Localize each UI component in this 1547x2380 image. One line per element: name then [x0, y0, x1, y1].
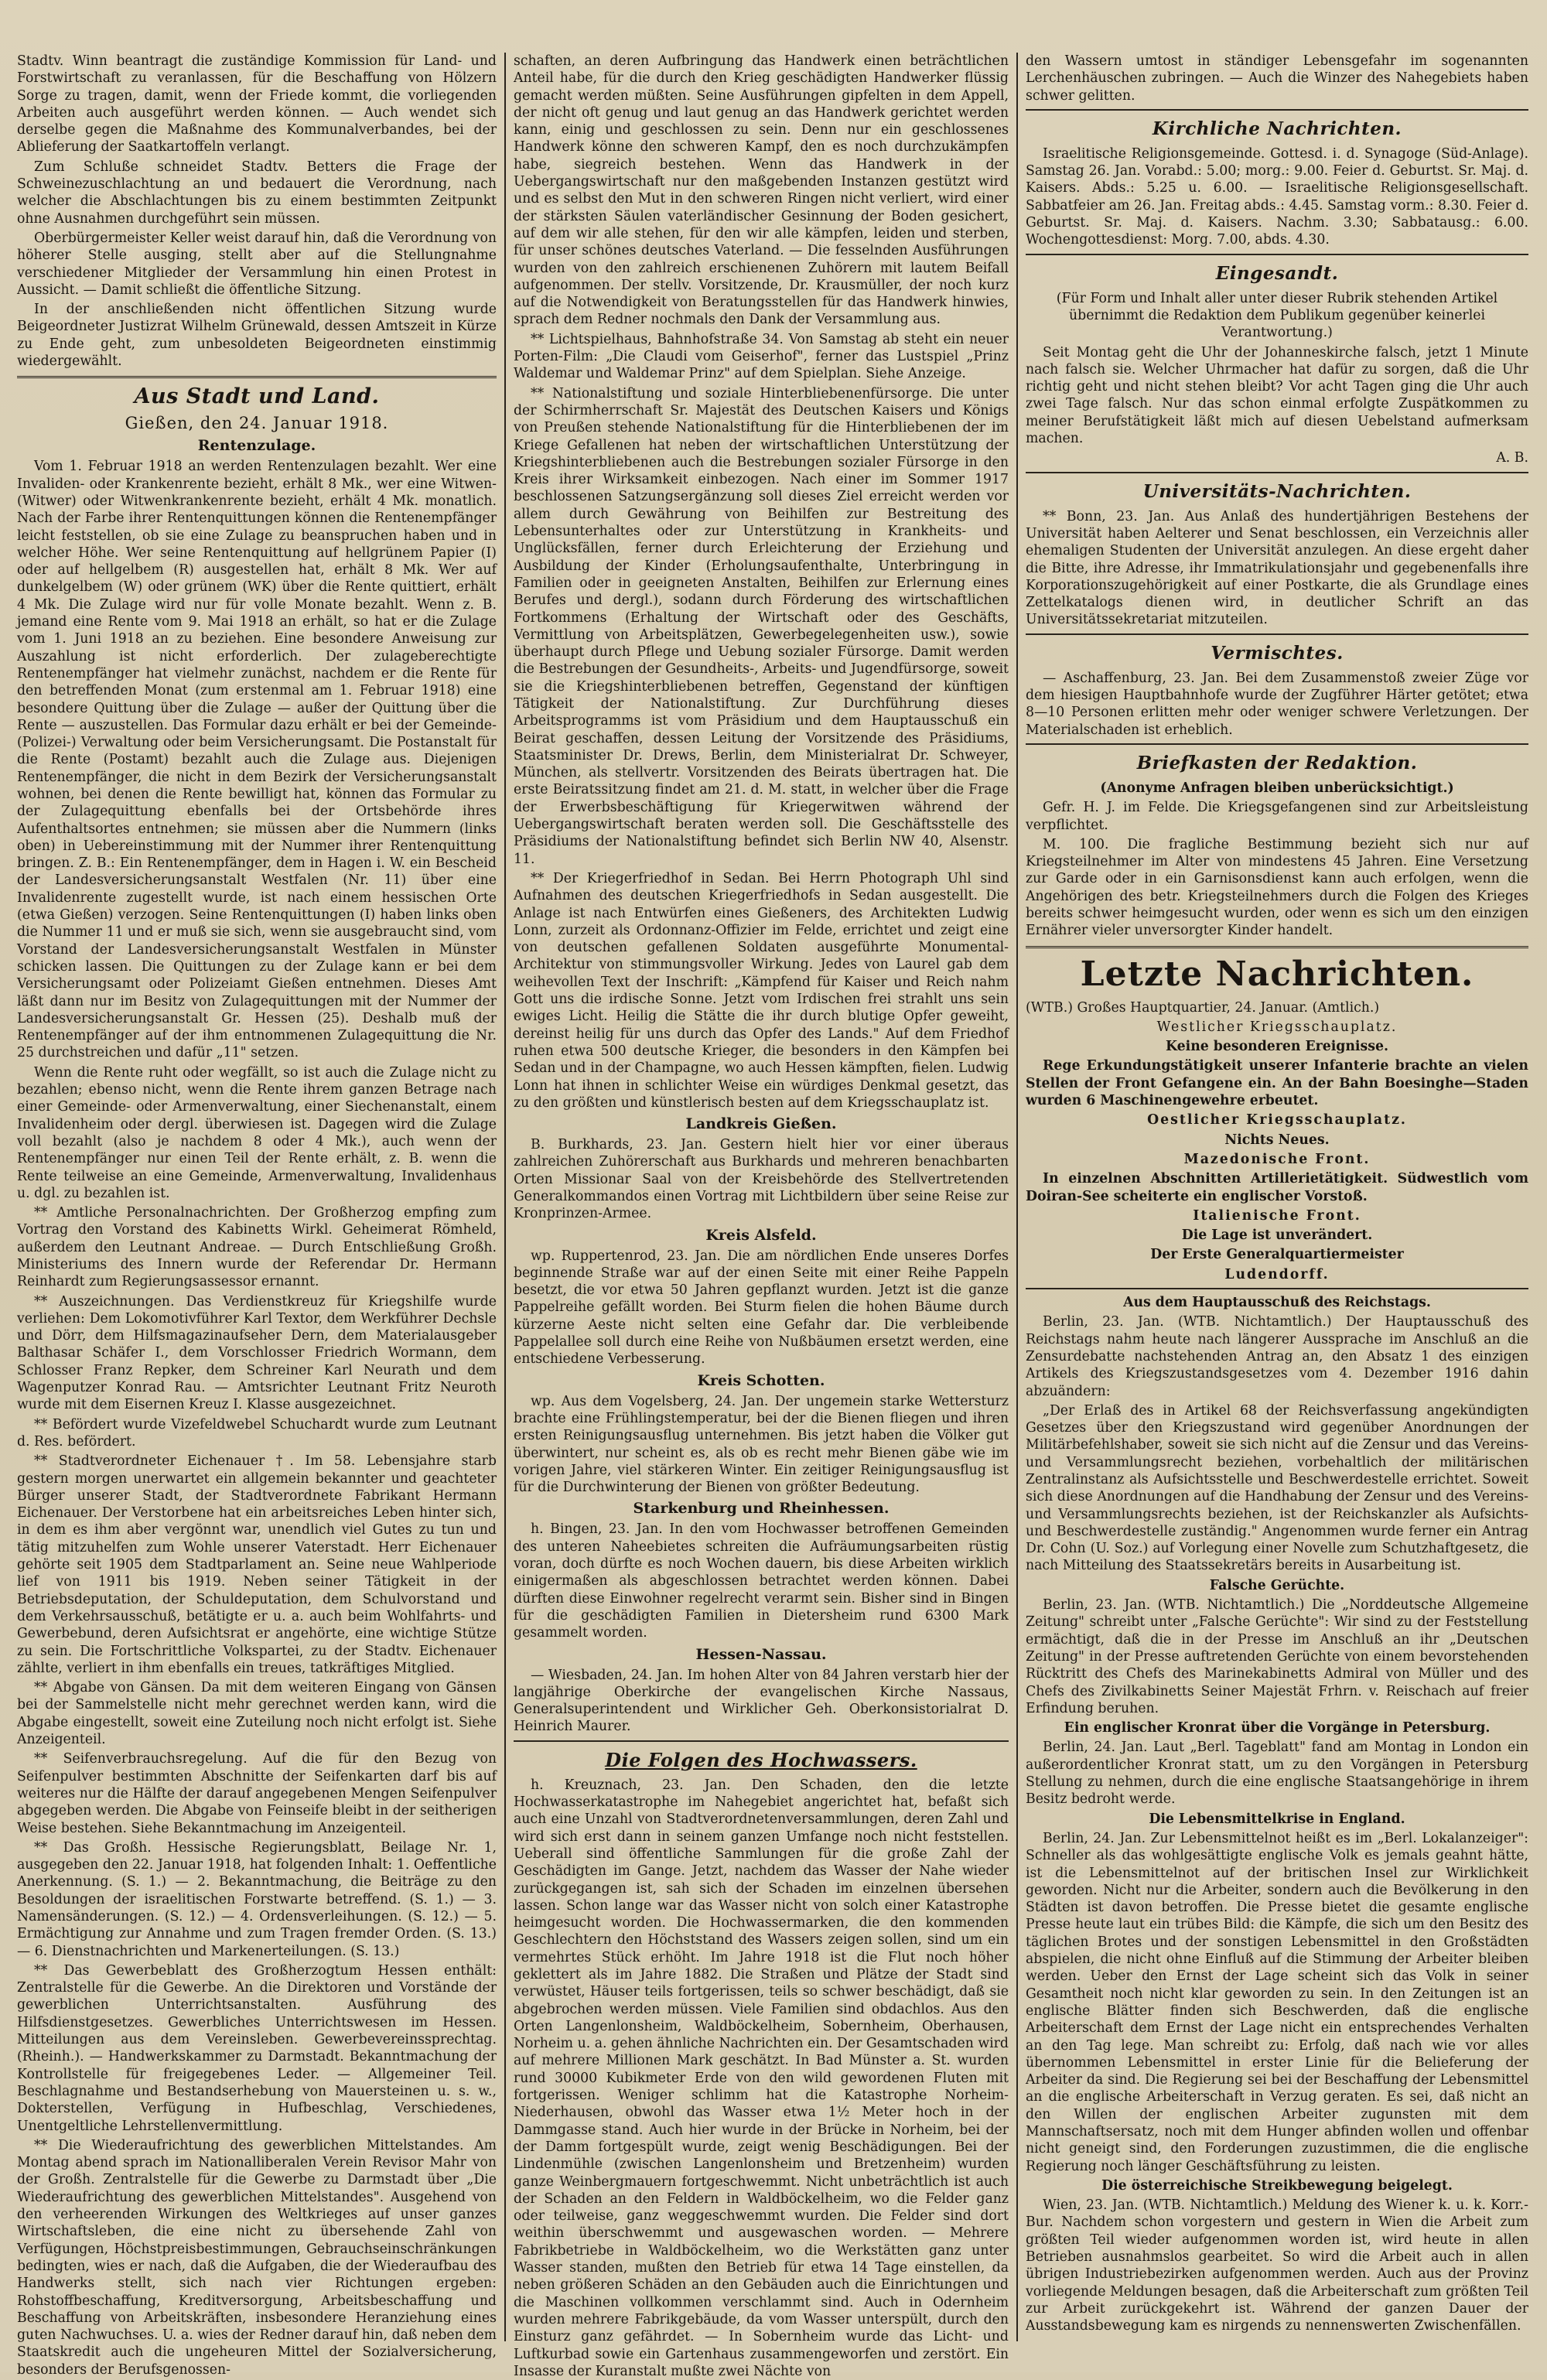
- paragraph: Israelitische Religionsgemeinde. Gottesd. i. d. Synagoge (Süd-Anlage). Samstag 26. Jan. Vorabd.: 5.00; morg.: 9.00. Feier d. Geburtst. Sr. Maj. d. Kaisers. Abds.: 5.25 u. 6.00. — Israelitische Religionsgesellschaft. Sabbatfeier am 26. Jan. Freitag abds.: 4.45. Samstag vorm.: 8.30. Feier d. Geburtst. Sr. Maj. d. Kaisers. Nachm. 3.30; Sabbatausg.: 6.00. Wochengottesdienst: Morg. 7.00, abds. 4.30.: [1026, 145, 1528, 248]
- region-heading: Hessen-Nassau.: [695, 1645, 827, 1663]
- section-title: Briefkasten der Redaktion.: [1136, 752, 1418, 773]
- news-heading: Oestlicher Kriegsschauplatz.: [1147, 1112, 1407, 1129]
- paragraph: ** Amtliche Personalnachrichten. Der Großherzog empfing zum Vortrag den Vorstand des Kabinetts Wirkl. Geheimerat Römheld, außerdem den Leutnant Andreae. — Durch Entschließung Großh. Ministeriums des Innern wurde der Referendar Dr. Hermann Reinhardt zum Regierungsassessor ernannt.: [17, 1205, 497, 1290]
- column-rule-2: [1016, 53, 1018, 2341]
- divider: [1026, 109, 1528, 111]
- dateline: Gießen, den 24. Januar 1918.: [125, 414, 389, 433]
- paragraph: Oberbürgermeister Keller weist darauf hin, daß die Verordnung von höherer Stelle ausging, stellt aber auf die Stellungnahme verschiedener Mitglieder der Versammlung hin einen Protest in Aussicht. — Damit schließt die öffentliche Sitzung.: [17, 230, 497, 298]
- paragraph: Seit Montag geht die Uhr der Johanneskirche falsch, jetzt 1 Minute nach falsch sie. Welcher Uhrmacher hat dafür zu sorgen, daß die Uhr richtig geht und nicht stehen bleibt? Vor acht Tagen ging die Uhr auch zwei Tage falsch. Nur das schon einmal erfolgte Zuspätkommen zu meiner Berufstätigkeit läßt mich auf diesen Uebelstand aufmerksam machen.: [1026, 344, 1528, 447]
- news-heading: Nichts Neues.: [1224, 1132, 1330, 1148]
- signature: Ludendorff.: [1224, 1266, 1330, 1282]
- divider: [1026, 743, 1528, 745]
- paragraph: Berlin, 24. Jan. Laut „Berl. Tageblatt" fand am Montag in London ein außerordentlicher Kronrat statt, um zu den Vorgängen in Petersburg Stellung zu nehmen, durch die eine englische Staatsangehörige in ihrem Besitz bedroht werde.: [1026, 1740, 1528, 1808]
- paragraph: — Wiesbaden, 24. Jan. Im hohen Alter von 84 Jahren verstarb hier der langjährige Oberkirche der evangelischen Kirche Nassaus, Generalsuperintendent und Wirklicher Geh. Oberkonsistorialrat D. Heinrich Maurer.: [514, 1667, 1009, 1735]
- column-2: [514, 53, 1009, 2379]
- signature: Der Erste Generalquartiermeister: [1150, 1247, 1404, 1263]
- paragraph: ** Das Großh. Hessische Regierungsblatt, Beilage Nr. 1, ausgegeben den 22. Januar 1918, hat folgenden Inhalt: 1. Oeffentliche Anerkennung. (S. 1.) — 2. Bekanntmachung, die Beiträge zu den Besoldungen der israelitischen Forstwarte betreffend. (S. 1.) — 3. Namensänderungen. (S. 12.) — 4. Ordensverleihungen. (S. 12.) — 5. Ermächtigung zur Annahme und zum Tragen fremder Orden. (S. 13.) — 6. Dienstnachrichten und Markenerteilungen. (S. 13.): [17, 1839, 497, 1959]
- article-heading: Rentenzulage.: [197, 437, 316, 455]
- paragraph: Rege Erkundungstätigkeit unserer Infanterie brachte an vielen Stellen der Front Gefangene ein. An der Bahn Boesinghe—Staden wurden 6 Maschinengewehre erbeutet.: [1026, 1058, 1528, 1109]
- divider: [17, 376, 497, 378]
- signature: A. B.: [1496, 450, 1528, 466]
- paragraph: Berlin, 24. Jan. Zur Lebensmittelnot heißt es im „Berl. Lokalanzeiger": Schneller als das wohlgesättigte englische Volk es jemals geahnt hätte, ist die Lebensmittelnot auf der britischen Insel zur Wirklichkeit geworden. Nicht nur die Arbeiter, sondern auch die Bevölkerung in den Städten ist davon betroffen. Die Presse bietet die gesamte englische Presse heute laut ein trübes Bild: die Kämpfe, die sich um den Besitz des täglichen Brotes und der sonstigen Lebensmittel in den Großstädten abspielen, die nicht ohne Einfluß auf die Stimmung der Arbeiter bleiben werden. Ueber den Ernst der Lage scheint sich das Volk in seiner Gesamtheit noch nicht klar geworden zu sein. In den Zeitungen ist an englische Blätter finden sich Beschwerden, daß die englische Arbeiterschaft dem Ernst der Lage nicht ein entsprechendes Verhalten an den Tag lege. Man schreibt zu: Erfolg, daß nach wie vor alles übernommen Lebensmittel in erster Linie für die Belieferung der Arbeiter da sind. Die Regierung sei bei der Beschaffung der Lebensmittel an die englische Arbeiterschaft in Verzug geraten. Es sei, daß nicht an den Willen der englischen Arbeiter zugunsten mit dem Mannschaftsersatz, noch mit dem Hunger abfinden wollen und offenbar nicht geneigt sind, den Forderungen zuzustimmen, die die englische Regierung noch länger Geschäftsführung zu leisten.: [1026, 1830, 1528, 2174]
- news-heading: Die österreichische Streikbewegung beigelegt.: [1101, 2177, 1453, 2194]
- paragraph: ** Befördert wurde Vizefeldwebel Schuchardt wurde zum Leutnant d. Res. befördert.: [17, 1416, 497, 1450]
- paragraph: Berlin, 23. Jan. (WTB. Nichtamtlich.) Der Hauptausschuß des Reichstags nahm heute nach längerer Aussprache im Anschluß an die Zensurdebatte nachstehenden Antrag an, den Absatz 1 des einzigen Artikels des Kriegszustandsgesetzes vom 4. Dezember 1916 dahin abzuändern:: [1026, 1314, 1528, 1399]
- section-title: Eingesandt.: [1215, 262, 1339, 284]
- paragraph: Vom 1. Februar 1918 an werden Rentenzulagen bezahlt. Wer eine Invaliden- oder Krankenrente bezieht, erhält 8 Mk., wer eine Witwen- (Witwer) oder Witwenkrankenrente bezieht, erhält 4 Mk. monatlich. Nach der Farbe ihrer Rentenquittungen können die Rentenempfänger leicht feststellen, ob sie eine Zulage zu beanspruchen haben und in welcher Höhe. Wer seine Rentenquittung auf hellgrünem Papier (I) oder auf hellgelbem (R) ausgestellen hat, erhält 8 Mk. Wer auf dunkelgelbem (W) oder grünem (WK) über die Rente quittiert, erhält 4 Mk. Die Zulage wird nur für volle Monate bezahlt. Wenn z. B. jemand eine Rente vom 9. Mai 1918 an erhält, so hat er die Zulage vom 1. Juni 1918 an zu beziehen. Eine besondere Anweisung zur Auszahlung ist nicht erforderlich. Der zulageberechtigte Rentenempfänger hat vielmehr zunächst, nachdem er die Rente für den betreffenden Monat (zum erstenmal am 1. Februar 1918) eine besondere Quittung über die Zulage — außer der Quittung über die Rente — auszustellen. Das Formular dazu erhält er bei der Gemeinde- (Polizei-) Verwaltung oder beim Versicherungsamt. Die Postanstalt für die Rente (Postamt) bezahlt auch die Zulage aus. Diejenigen Rentenempfänger, die nicht in dem Bezirk der Versicherungsanstalt wohnen, bei denen die Rente bewilligt hat, können das Formular zu der Zulagequittung ebenfalls bei der Ortsbehörde ihres Aufenthaltsortes entnehmen; sie müssen aber die Nummern (links oben) in Uebereinstimmung mit der Nummer ihrer Rentenquittung bringen. Z. B.: Ein Rentenempfänger, dem in Hagen i. W. ein Bescheid der Landesversicherungsanstalt Westfalen (Nr. 11) über eine Invalidenrente zugestellt wurde, ist nach einem hessischen Orte (etwa Gießen) verzogen. Seine Rentenquittungen (I) haben links oben die Nummer 11 und er muß sie sich, wenn sie ausgebraucht sind, vom Vorstand der Landesversicherungsanstalt Westfalen in Münster schicken lassen. Die Quittungen zu der Zulage kann er bei dem Versicherungsamt oder Polizeiamt Gießen entnehmen. Dieses Amt läßt dann nur im Besitz von Zulagequittungen mit der Nummer der Landesversicherungsanstalt Gr. Hessen (25). Deshalb muß der Rentenempfänger auf der ihm entnommenen Zulagequittung die Nr. 25 durchstreichen und dafür „11" setzen.: [17, 459, 497, 1061]
- news-heading: Mazedonische Front.: [1183, 1151, 1371, 1167]
- paragraph: ** Die Wiederaufrichtung des gewerblichen Mittelstandes. Am Montag abend sprach im Nationalliberalen Verein Revisor Mahr von der Großh. Zentralstelle für die Gewerbe zu Darmstadt über „Die Wiederaufrichtung des gewerblichen Mittelstandes". Ausgehend von den verheerenden Wirkungen des Weltkrieges auf unser ganzes Wirtschaftsleben, die eine nicht zu übersehende Zahl von Verfügungen, Höchstpreisbestimmungen, Gebrauchseinschränkungen bedingten, wies er nach, daß die Aufgaben, die der Wiederaufbau des Handwerks stellt, sich nach vier Richtungen ergeben: Rohstoffbeschaffung, Kreditversorgung, Arbeitsbeschaffung und Beschaffung von Arbeitskräften, insbesondere Heranziehung eines guten Nachwuchses. U. a. wies der Redner darauf hin, daß neben dem Staatskredit auch die ungeheuren Mittel der Sozialversicherung, besonders der Berufsgenossen-: [17, 2137, 497, 2378]
- paragraph: schaften, an deren Aufbringung das Handwerk einen beträchtlichen Anteil habe, für die durch den Krieg geschädigten Handwerker flüssig gemacht werden müßten. Seine Ausführungen gipfelten in dem Appell, der nicht oft genug und laut genug an das Handwerk gerichtet werden kann, einig und geschlossen zu sein. Denn nur ein geschlossenes Handwerk könne den schweren Kampf, den es noch durchzukämpfen habe, siegreich bestehen. Wenn das Handwerk in der Uebergangswirtschaft nur den maßgebenden Instanzen gestützt wird und es selbst den Mut in den schweren Ringen nicht verliert, wird einer der stärksten Säulen vaterländischer Gesinnung der Boden gesichert, auf dem wir alle stehen, für den wir alle kämpfen, leiden und sterben, für unser schönes deutsches Vaterland. — Die fesselnden Ausführungen wurden von den zahlreich erschienenen Zuhörern mit lautem Beifall aufgenommen. Der stellv. Vorsitzende, Dr. Krausmüller, der noch kurz auf die Notwendigkeit von Beratungsstellen für das Handwerk hinwies, sprach dem Redner nochmals den Dank der Versammlung aus.: [514, 53, 1009, 328]
- paragraph: ** Der Kriegerfriedhof in Sedan. Bei Herrn Photograph Uhl sind Aufnahmen des deutschen Kriegerfriedhofs in Sedan ausgestellt. Die Anlage ist nach Entwürfen eines Gießeners, des Architekten Ludwig Lonn, zurzeit als Ordonnanz-Offizier im Felde, errichtet und zeigt eine von deutschen gefallenen Soldaten ausgeführte Monumental-Architektur von stimmungsvoller Wirkung. Jedes von Laurel gab dem weihevollen Text der Inschrift: „Kämpfend für Kaiser und Reich nahm Gott uns die irdische Sonne. Jetzt vom Irdischen frei strahlt uns sein ewiges Licht. Heilig die Stätte die ihr durch blutige Opfer geweiht, dereinst heilig für uns durch das Opfer des Lands." Auf dem Friedhof ruhen etwa 500 deutsche Krieger, die besonders in den Kämpfen bei Sedan und in der Champagne, wo auch Hessen kämpften, fielen. Ludwig Lonn hat ihnen in schlichter Weise ein würdiges Denkmal gesetzt, das zu den größten und künstlerisch besten auf dem Kriegsschauplatz ist.: [514, 870, 1009, 1111]
- news-heading: Aus dem Hauptausschuß des Reichstags.: [1123, 1295, 1431, 1311]
- paragraph: In einzelnen Abschnitten Artillerietätigkeit. Südwestlich vom Doiran-See scheiterte ein englischer Vorstoß.: [1026, 1171, 1528, 1204]
- divider: [1026, 946, 1528, 948]
- section-title: Kirchliche Nachrichten.: [1152, 118, 1402, 139]
- paragraph: M. 100. Die fragliche Bestimmung bezieht sich nur auf Kriegsteilnehmer im Alter von mindestens 45 Jahren. Eine Versetzung zur Garde oder in ein Garnisonsdienst kann auch erfolgen, wenn die Angehörigen des betr. Kriegsteilnehmers durch die Folgen des Krieges bereits schwer heimgesucht wurden, oder wenn es sich um den einzigen Ernährer vieler unversorgter Kinder handelt.: [1026, 836, 1528, 939]
- paragraph: Stadtv. Winn beantragt die zuständige Kommission für Land- und Forstwirtschaft zu veranlassen, für die Beschaffung von Hölzern Sorge zu tragen, damit, wenn der Friede kommt, die vorliegenden Arbeiten auch ausgeführt werden können. — Auch wendet sich derselbe gegen die Maßnahme des Kommunalverbandes, bei der Ablieferung der Saatkartoffeln verlangt.: [17, 53, 497, 155]
- paragraph: ** Stadtverordneter Eichenauer †. Im 58. Lebensjahre starb gestern morgen unerwartet ein allgemein bekannter und geachteter Bürger unserer Stadt, der Stadtverordnete Fabrikant Hermann Eichenauer. Der Verstorbene hat ein arbeitsreiches Leben hinter sich, in dem es ihm aber vergönnt war, unendlich viel Gutes zu tun und tätig mitzuhelfen zum Wohle unserer Vaterstadt. Herr Eichenauer gehörte seit 1905 dem Stadtparlament an. Seine neue Wahlperiode lief von 1911 bis 1919. Neben seiner Tätigkeit in der Betriebsdeputation, der Schuldeputation, dem Schulvorstand und dem Verkehrsausschuß, betätigte er u. a. auch beim Wohlfahrts- und Gewerbebund, deren Aufsichtsrat er angehörte, eine wichtige Stütze zu sein. Die Fortschrittliche Volkspartei, zu der Stadtv. Eichenauer zählte, verliert in ihm ebenfalls ein treues, tatkräftiges Mitglied.: [17, 1453, 497, 1676]
- disclaimer: (Für Form und Inhalt aller unter dieser Rubrik stehenden Artikel übernimmt die Redaktion dem Publikum gegenüber keinerlei Verantwortung.): [1056, 290, 1498, 341]
- paragraph: Wenn die Rente ruht oder wegfällt, so ist auch die Zulage nicht zu bezahlen; ebenso nicht, wenn die Rente ihrem ganzen Betrage nach einer Gemeinde- oder Armenverwaltung, einer Siechenanstalt, einem Invalidenheim oder dergl. überwiesen ist. Dagegen wird die Zulage voll bezahlt (also je nachdem 8 oder 4 Mk.), auch wenn der Rentenempfänger nur einen Teil der Rente erhält, z. B. wenn die Rente teilweise an eine Gemeinde, Armenverwaltung, Invalidenhaus u. dgl. zu bezahlen ist.: [17, 1064, 497, 1201]
- paragraph: ** Lichtspielhaus, Bahnhofstraße 34. Von Samstag ab steht ein neuer Porten-Film: „Die Claudi vom Geiserhof", ferner das Lustspiel „Prinz Waldemar und Waldemar Prinz" auf dem Spielplan. Siehe Anzeige.: [514, 331, 1009, 382]
- divider: [514, 1740, 1009, 1742]
- section-subtitle: (Anonyme Anfragen bleiben unberücksichtigt.): [1100, 780, 1454, 796]
- paragraph: ** Bonn, 23. Jan. Aus Anlaß des hundertjährigen Bestehens der Universität haben Aelterer und Senat beschlossen, ein Verzeichnis aller ehemaligen Studenten der Universität anzulegen. An diese ergeht daher die Bitte, ihre Adresse, ihr Immatrikulationsjahr und gegebenenfalls ihre Korporationszugehörigkeit auf einer Postkarte, die als Grundlage eines Zettelkatalogs dienen wird, in deutlicher Schrift an das Universitätssekretariat mitzuteilen.: [1026, 508, 1528, 628]
- divider: [1026, 254, 1528, 255]
- paragraph: — Aschaffenburg, 23. Jan. Bei dem Zusammenstoß zweier Züge vor dem hiesigen Hauptbahnhofe wurde der Zugführer Härter getötet; etwa 8—10 Personen erlitten mehr oder weniger schwere Verletzungen. Der Materialschaden ist erheblich.: [1026, 670, 1528, 738]
- paragraph: ** Nationalstiftung und soziale Hinterbliebenenfürsorge. Die unter der Schirmherrschaft Sr. Majestät des Deutschen Kaisers und Königs von Preußen stehende Nationalstiftung für die Hinterbliebenen der im Kriege Gefallenen hat neben der wirtschaftlichen Unterstützung der Kriegshinterbliebenen auch die Bestrebungen sozialer Fürsorge in den Kreis ihrer Wirksamkeit einbezogen. Nach einer im Sommer 1917 beschlossenen Satzungsergänzung soll dieses Ziel erreicht werden vor allem durch Gewährung von Beihilfen zur Bestreitung des Lebensunterhaltes oder zur Unterstützung in Krankheits- und Unglücksfällen, ferner durch Erleichterung der Erziehung und Ausbildung der Kinder (Erholungsaufenthalte, Unterbringung in Familien oder in geeigneten Anstalten, Beihilfen zur Erlernung eines Berufes und dergl.), sodann durch Förderung des wirtschaftlichen Fortkommens (Erhaltung der Wirtschaft oder des Geschäfts, Vermittlung von Arbeitsplätzen, Gewerbegelegenheiten usw.), sowie überhaupt durch Pflege und Uebung sozialer Fürsorge. Damit werden die Bestrebungen der Gesundheits-, Arbeits- und Jugendfürsorge, soweit sie die Kriegshinterbliebenen betreffen, Gegenstand der künftigen Tätigkeit der Nationalstiftung. Zur Durchführung dieses Arbeitsprogramms ist vom Präsidium und dem Hauptausschuß ein Beirat geschaffen, dessen Leitung der Vorsitzende des Präsidiums, Staatsminister Dr. Drews, Berlin, dem Ministerialrat Dr. Schweyer, München, als stellvertr. Vorsitzenden des Beirats übertragen hat. Die erste Beiratssitzung findet am 21. d. M. statt, in welcher über die Frage der Erwerbsbeschäftigung für Kriegerwitwen während der Uebergangswirtschaft beraten werden soll. Die Geschäftsstelle des Präsidiums der Nationalstiftung befindet sich Berlin NW 40, Alsenstr. 11.: [514, 385, 1009, 867]
- news-heading: Italienische Front.: [1193, 1207, 1361, 1224]
- news-heading: Keine besonderen Ereignisse.: [1166, 1039, 1388, 1055]
- news-heading: Die Lebensmittelkrise in England.: [1149, 1811, 1405, 1827]
- column-rule-1: [504, 53, 506, 2341]
- headline: Letzte Nachrichten.: [1080, 954, 1474, 994]
- section-title: Die Folgen des Hochwassers.: [605, 1748, 917, 1771]
- news-heading: Ein englischer Kronrat über die Vorgänge in Petersburg.: [1064, 1720, 1491, 1736]
- paragraph: Gefr. H. J. im Felde. Die Kriegsgefangenen sind zur Arbeitsleistung verpflichtet.: [1026, 800, 1528, 833]
- region-heading: Landkreis Gießen.: [685, 1115, 837, 1133]
- news-heading: Die Lage ist unverändert.: [1181, 1228, 1373, 1244]
- section-title: Aus Stadt und Land.: [134, 384, 380, 409]
- news-heading: Westlicher Kriegsschauplatz.: [1156, 1019, 1398, 1035]
- section-title: Vermischtes.: [1211, 642, 1344, 664]
- section-title: Universitäts-Nachrichten.: [1142, 480, 1412, 502]
- paragraph: Zum Schluße schneidet Stadtv. Betters die Frage der Schweinezuschlachtung an und bedauert die Verordnung, nach welcher die Abschlachtungen bis zu einem bestimmten Zeitpunkt ohne Ausnahmen durchgeführt sein müssen.: [17, 159, 497, 227]
- divider: [1026, 472, 1528, 473]
- paragraph: ** Das Gewerbeblatt des Großherzogtum Hessen enthält: Zentralstelle für die Gewerbe. An die Direktoren und Vorstände der gewerblichen Unterrichtsanstalten. Ausführung des Hilfsdienstgesetzes. Gewerbliches Unterrichtswesen im Hessen. Mitteilungen aus dem Vereinsleben. Gewerbevereinssprechtag. (Rheinh.). — Handwerkskammer zu Darmstadt. Bekanntmachung der Kontrollstelle für freigegebenes Leder. — Allgemeiner Teil. Beschlagnahme und Bestandserhebung von Mauersteinen u. s. w., Dokterstellen, Verfügung in Hufbeschlag, Verschiedenes, Unentgeltliche Lehrstellenvermittlung.: [17, 1962, 497, 2134]
- paragraph: wp. Ruppertenrod, 23. Jan. Die am nördlichen Ende unseres Dorfes beginnende Straße war auf der einen Seite mit einer Reihe Pappeln besetzt, die vor etwa 50 Jahren gepflanzt wurden. Jetzt ist die ganze Pappelreihe gefällt worden. Bei Sturm fielen die hohen Bäume durch kürzerne Aeste nicht selten eine Gefahr dar. Die verbleibende Pappelallee soll durch eine Reihe von Nußbäumen ersetzt werden, eine entschiedene Verbesserung.: [514, 1248, 1009, 1368]
- paragraph: wp. Aus dem Vogelsberg, 24. Jan. Der ungemein starke Wettersturz brachte eine Frühlingstemperatur, bei der die Bienen fliegen und ihren ersten Reinigungsausflug unternehmen. Bis jetzt haben die Völker gut überwintert, nur scheint es, als ob es recht mehr Bienen gäbe wie im vorigen Jahre, viel stärkeren Winter. Ein zeitiger Reinigungsausflug ist für die Durchwinterung der Bienen von größter Bedeutung.: [514, 1393, 1009, 1496]
- column-1: [17, 53, 497, 2378]
- paragraph: B. Burkhards, 23. Jan. Gestern hielt hier vor einer überaus zahlreichen Zuhörerschaft aus Burkhards und mehreren benachbarten Orten Missionar Saal von der Kreisbehörde des Stellvertretenden Generalkommandos einen Vortrag mit Lichtbildern über seine Reise zur Kronprinzen-Armee.: [514, 1137, 1009, 1222]
- paragraph: h. Bingen, 23. Jan. In den vom Hochwasser betroffenen Gemeinden des unteren Naheebietes schreiten die Aufräumungsarbeiten rüstig voran, doch dürfte es noch Wochen dauern, bis diese Arbeiten wirklich einigermaßen als abgeschlossen betrachtet werden können. Dabei dürften diese Einwohner regelrecht verarmt sein. Bisher sind in Bingen für die geschädigten Familien in Dietersheim rund 6300 Mark gesammelt worden.: [514, 1521, 1009, 1641]
- paragraph: Berlin, 23. Jan. (WTB. Nichtamtlich.) Die „Norddeutsche Allgemeine Zeitung" schreibt unter „Falsche Gerüchte": Wir sind zu der Feststellung ermächtigt, daß die in der Presse im Anschluß an ihr „Deutschen Zeitung" in der Presse auftretenden Gerüchte von einem bevorstehenden Rücktritt des Chefs des Marinekabinetts Admiral von Müller und des Chefs des Zivilkabinetts Seiner Majestät Frhrn. v. Reischach auf freier Erfindung beruhen.: [1026, 1597, 1528, 1716]
- divider: [1026, 633, 1528, 635]
- paragraph: (WTB.) Großes Hauptquartier, 24. Januar. (Amtlich.): [1026, 999, 1380, 1016]
- paragraph: den Wassern umtost in ständiger Lebensgefahr im sogenannten Lerchenhäuschen zubringen. — Auch die Winzer des Nahegebiets haben schwer gelitten.: [1026, 53, 1528, 104]
- paragraph: ** Seifenverbrauchsregelung. Auf die für den Bezug von Seifenpulver bestimmten Abschnitte der Seifenkarten darf bis auf weiteres nur die Hälfte der darauf angegebenen Mengen Seifenpulver abgegeben werden. Die Abgabe von Feinseife bleibt in der seitherigen Weise bestehen. Siehe Bekanntmachung im Anzeigenteil.: [17, 1751, 497, 1836]
- paragraph: ** Auszeichnungen. Das Verdienstkreuz für Kriegshilfe wurde verliehen: Dem Lokomotivführer Karl Textor, dem Werkführer Dechsle und Dörr, dem Hilfsmagazinaufseher Dern, dem Materialausgeber Balthasar Schäfer I., dem Vorschlosser Friedrich Wormann, dem Schlosser Franz Repker, dem Schreiner Karl Neurath und dem Wagenputzer Konrad Rau. — Amtsrichter Leutnant Fritz Neuroth wurde mit dem Eisernen Kreuz I. Klasse ausgezeichnet.: [17, 1293, 497, 1413]
- paragraph: Wien, 23. Jan. (WTB. Nichtamtlich.) Meldung des Wiener k. u. k. Korr.-Bur. Nachdem schon vorgestern und gestern in Wien die Arbeit zum größten Teil wieder aufgenommen worden ist, wird heute in allen Betrieben ausnahmslos gearbeitet. So wird die Arbeit auch in allen übrigen Industriebezirken aufgenommen werden. Auch aus der Provinz vorliegende Meldungen besagen, daß die Arbeiterschaft zum größten Teil zur Arbeit zurückgekehrt ist. Während der ganzen Dauer der Ausstandsbewegung kam es nirgends zu nennenswerten Zwischenfällen.: [1026, 2197, 1528, 2334]
- column-3: [1026, 53, 1528, 2341]
- paragraph: ** Abgabe von Gänsen. Da mit dem weiteren Eingang von Gänsen bei der Sammelstelle nicht mehr gerechnet werden kann, wird die Abgabe eingestellt, soweit eine Zuteilung noch nicht erfolgt ist. Siehe Anzeigenteil.: [17, 1680, 497, 1748]
- region-heading: Starkenburg und Rheinhessen.: [633, 1500, 890, 1518]
- paragraph: h. Kreuznach, 23. Jan. Den Schaden, den die letzte Hochwasserkatastrophe im Nahegebiet angerichtet hat, befaßt sich auch eine Unzahl von Stadtverordnetenversammlungen, deren Zahl und wird sich erst dann in seinem ganzen Umfange noch nicht feststellen. Ueberall sind öffentliche Sammlungen für die große Zahl der Geschädigten im Gange. Jetzt, nachdem das Wasser der Nahe wieder zurückgegangen ist, sah sich der Schaden im einzelnen übersehen lassen. Schon lange war das Wasser nicht von solch einer Katastrophe heimgesucht worden. Die Hochwassermarken, die den kommenden Geschlechtern den Höchststand des Wassers zeigen sollen, sind um ein vermehrtes Stück erhöht. Im Jahre 1918 ist die Flut noch höher geklettert als im Jahre 1882. Die Straßen und Plätze der Stadt sind verwüstet, Häuser teils fortgerissen, teils so schwer beschädigt, daß sie abgebrochen werden müssen. Viele Familien sind obdachlos. Aus den Orten Langenlonsheim, Waldböckelheim, Sobernheim, Oberhausen, Norheim u. a. gehen ähnliche Nachrichten ein. Der Gesamtschaden wird auf mehrere Millionen Mark geschätzt. In Bad Münster a. St. wurden rund 30000 Kubikmeter Erde von den wild gewordenen Fluten mit fortgerissen. Weniger schlimm hat die Katastrophe Norheim-Niederhausen, obwohl das Wasser etwa 1½ Meter hoch in der Dammgasse stand. Auch hier wurde in der Brücke in Norheim, bei der der Damm fortgespült wurde, zeigt wenig Beschädigungen. Bei der Lindenmühle (zwischen Langenlonsheim und Bretzenheim) wurden ganze Weinbergmauern fortgeschwemmt. Nicht unbeträchtlich ist auch der Schaden an den Feldern in Waldböckelheim, wo die Felder ganz oder teilweise, ganz weggeschwemmt wurden. Die Felder sind dort weithin überschwemmt und ausgewaschen worden. — Mehrere Fabrikbetriebe in Waldböckelheim, wo die Werkstätten ganz unter Wasser standen, mußten den Betrieb für etwa 14 Tage einstellen, da neben größeren Schäden an den Gebäuden auch die Einrichtungen und die Maschinen vollkommen verschlammt sind. Auch in Odernheim wurden mehrere Fabrikgebäude, da vom Wasser unterspült, durch den Einsturz ganz gefährdet. — In Sobernheim wurde das Licht- und Luftkurbad sowie ein Gartenhaus zusammengeworfen und zerstört. Ein Insasse der Kuranstalt mußte zwei Nächte von: [514, 1777, 1009, 2379]
- paragraph: In der anschließenden nicht öffentlichen Sitzung wurde Beigeordneter Justizrat Wilhelm Grünewald, dessen Amtszeit in Kürze zu Ende geht, zum unbesoldeten Beigeordneten einstimmig wiedergewählt.: [17, 302, 497, 370]
- paragraph: „Der Erlaß des in Artikel 68 der Reichsverfassung angekündigten Gesetzes über den Kriegszustand wird gegenüber Anordnungen der Militärbefehlshaber, soweit sie sich nicht auf die Zensur und das Vereins- und Versammlungsrecht beziehen, vorbehaltlich der militärischen Zentralinstanz als Aufsichtsstelle und Beschwerdestelle errichtet. Soweit sich diese Anordnungen auf die Handhabung der Zensur und des Vereins- und Versammlungsrechts beziehen, ist der Reichskanzler als Aufsichts- und Beschwerdestelle zuständig." Angenommen wurde ferner ein Antrag Dr. Cohn (U. Soz.) auf Vorlegung einer Novelle zum Schutzhaftgesetz, die nach Mitteilung des Staatssekretärs bereits in Ausarbeitung ist.: [1026, 1402, 1528, 1574]
- news-heading: Falsche Gerüchte.: [1209, 1577, 1345, 1593]
- divider: [1026, 1288, 1528, 1289]
- region-heading: Kreis Schotten.: [697, 1371, 825, 1389]
- region-heading: Kreis Alsfeld.: [705, 1226, 817, 1244]
